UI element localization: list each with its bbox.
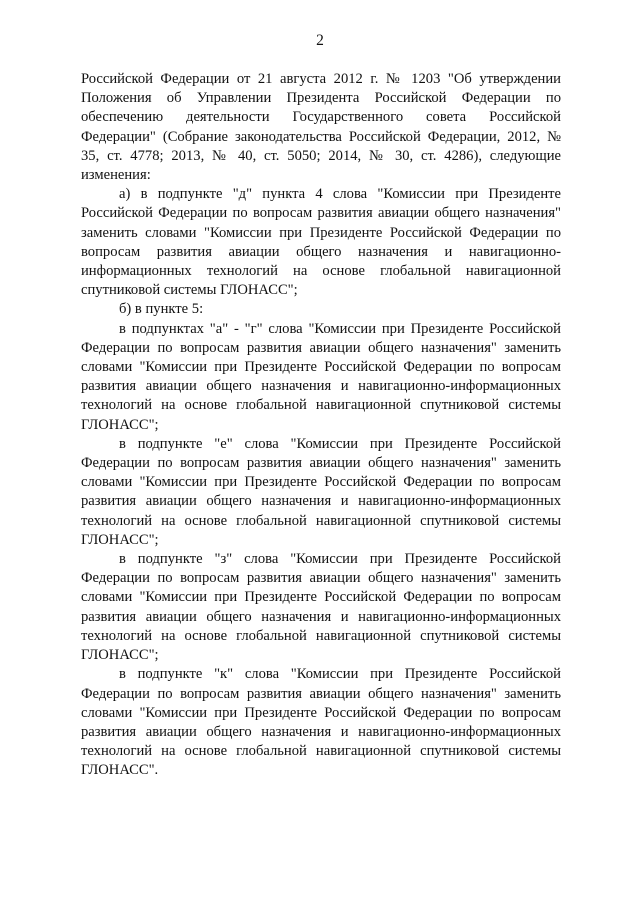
paragraph-item-b: б) в пункте 5: xyxy=(119,301,204,318)
document-body xyxy=(81,70,561,781)
paragraph-subitem-k: в подпункте "к" слова "Комиссии при Президенте Российской Федерации по вопросам развития авиации общего назначения" заменить словами "Комиссии при Президенте Российской Федерации по вопросам развития авиации общего назначения и навигационно-информационных технологий на основе глобальной навигационной спутниковой системы ГЛОНАСС". xyxy=(81,666,561,779)
paragraph-subitems-a-g: в подпунктах "а" - "г" слова "Комиссии при Президенте Российской Федерации по вопросам развития авиации общего назначения" заменить словами "Комиссии при Президенте Российской Федерации по вопросам развития авиации общего назначения и навигационно-информационных технологий на основе глобальной навигационной спутниковой системы ГЛОНАСС"; xyxy=(81,320,561,433)
paragraph-continuation: Российской Федерации от 21 августа 2012 г. № 1203 "Об утверждении Положения об Управлении Президента Российской Федерации по обеспечению деятельности Государственного совета Российской Федерации" (Собрание законодательства Российской Федерации, 2012, № 35, ст. 4778; 2013, № 40, ст. 5050; 2014, № 30, ст. 4286), следующие изменения: xyxy=(81,71,561,184)
page-number: 2 xyxy=(316,32,324,49)
paragraph-subitem-e: в подпункте "е" слова "Комиссии при Президенте Российской Федерации по вопросам развития авиации общего назначения" заменить словами "Комиссии при Президенте Российской Федерации по вопросам развития авиации общего назначения и навигационно-информационных технологий на основе глобальной навигационной спутниковой системы ГЛОНАСС"; xyxy=(81,435,561,548)
paragraph-subitem-z: в подпункте "з" слова "Комиссии при Президенте Российской Федерации по вопросам развития авиации общего назначения" заменить словами "Комиссии при Президенте Российской Федерации по вопросам развития авиации общего назначения и навигационно-информационных технологий на основе глобальной навигационной спутниковой системы ГЛОНАСС"; xyxy=(81,551,561,664)
paragraph-item-a: а) в подпункте "д" пункта 4 слова "Комиссии при Президенте Российской Федерации по вопросам развития авиации общего назначения" заменить словами "Комиссии при Президенте Российской Федерации по вопросам развития авиации общего назначения и навигационно-информационных технологий на основе глобальной навигационной спутниковой системы ГЛОНАСС"; xyxy=(81,186,561,299)
